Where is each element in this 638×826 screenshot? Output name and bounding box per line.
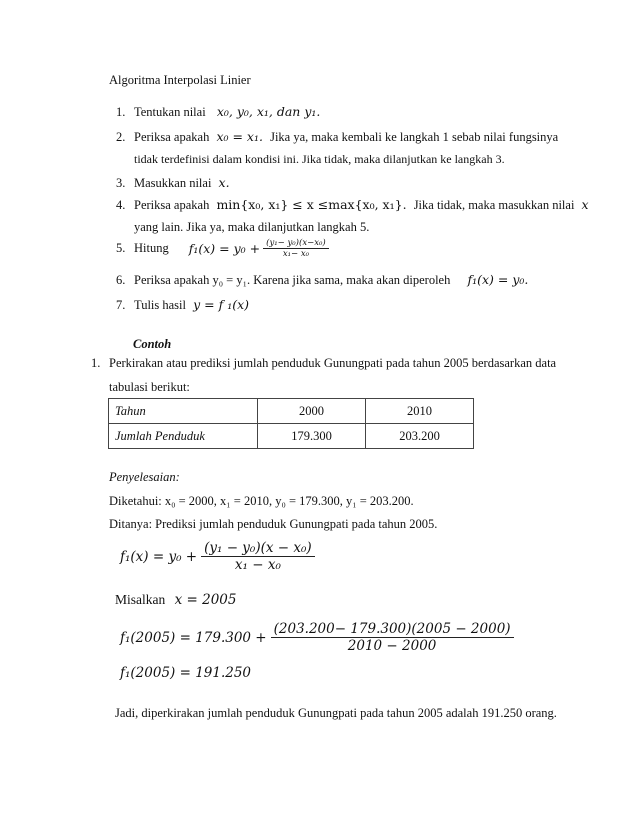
step-4-line-2: yang lain. Jika ya, maka dilanjutkan langkah 5.: [134, 220, 370, 234]
formula: f₁(x) = y₀ + $\frac{\text{(y₁ − y₀)(x − x₀)}}{\text{x₁ − x₀}}$: [120, 540, 315, 573]
data-table: [108, 398, 474, 449]
formula-fraction: $\frac{\text{(y₁ − y₀)(x − x₀)}}{\text{x₁ − x₀}}$: [201, 540, 315, 573]
problem-line-2: tabulasi berikut:: [109, 380, 190, 394]
table-row: [109, 424, 474, 449]
step-7: 7. Tulis hasil y = f ₁(x): [116, 297, 250, 312]
step-4-line-1: 4. Periksa apakah min{x₀, x₁} ≤ x ≤max{x₀, x₁}. Jika tidak, maka masukkan nilai x: [116, 197, 589, 212]
page-title: Algoritma Interpolasi Linier: [109, 73, 251, 87]
step-5: 5. Hitung f₁(x) = y₀ + $\frac{\text{(y₁− y₀)(x−x₀)}}{\text{x₁− x₀}}$: [116, 238, 329, 259]
step-5-fraction: $\frac{\text{(y₁− y₀)(x−x₀)}}{\text{x₁− x₀}}$: [263, 238, 329, 259]
table-cell: Tahun: [109, 399, 258, 424]
table-cell: Jumlah Penduduk: [109, 424, 258, 449]
step-1: 1. Tentukan nilai x₀, y₀, x₁, dan y₁.: [116, 104, 321, 119]
example-heading: Contoh: [133, 337, 172, 351]
step-3: 3. Masukkan nilai x.: [116, 175, 230, 190]
known-values: Diketahui: x₀ = 2000, x₁ = 2010, y₀ = 179.300, y₁ = 203.200.: [109, 494, 414, 508]
calculation: f₁(2005) = 179.300 + $\frac{(203.200- 179.300)(2005 - 2000)}{2010 - 2000}$: [120, 621, 514, 654]
calculation-fraction: $\frac{(203.200- 179.300)(2005 - 2000)}{2010 - 2000}$: [271, 621, 514, 654]
table-cell: 2010: [366, 399, 474, 424]
asked: Ditanya: Prediksi jumlah penduduk Gunungpati pada tahun 2005.: [109, 517, 438, 531]
step-2-line-2: tidak terdefinisi dalam kondisi ini. Jika tidak, maka dilanjutkan ke langkah 3.: [134, 152, 505, 166]
solution-label: Penyelesaian:: [109, 470, 180, 484]
conclusion: Jadi, diperkirakan jumlah penduduk Gunungpati pada tahun 2005 adalah 191.250 orang.: [115, 706, 557, 720]
table-cell: 179.300: [258, 424, 366, 449]
table-cell: 203.200: [366, 424, 474, 449]
result: f₁(2005) = 191.250: [120, 665, 252, 681]
table-cell: 2000: [258, 399, 366, 424]
problem-line-1: 1. Perkirakan atau prediksi jumlah penduduk Gunungpati pada tahun 2005 berdasarkan data: [91, 356, 557, 370]
step-6: 6. Periksa apakah y₀ = y₁. Karena jika sama, maka akan diperoleh f₁(x) = y₀.: [116, 272, 529, 287]
step-2-line-1: 2. Periksa apakah x₀ = x₁. Jika ya, maka kembali ke langkah 1 sebab nilai fungsinya: [116, 129, 559, 144]
let-line: Misalkan x = 2005: [115, 592, 237, 608]
table-row: [109, 399, 474, 424]
